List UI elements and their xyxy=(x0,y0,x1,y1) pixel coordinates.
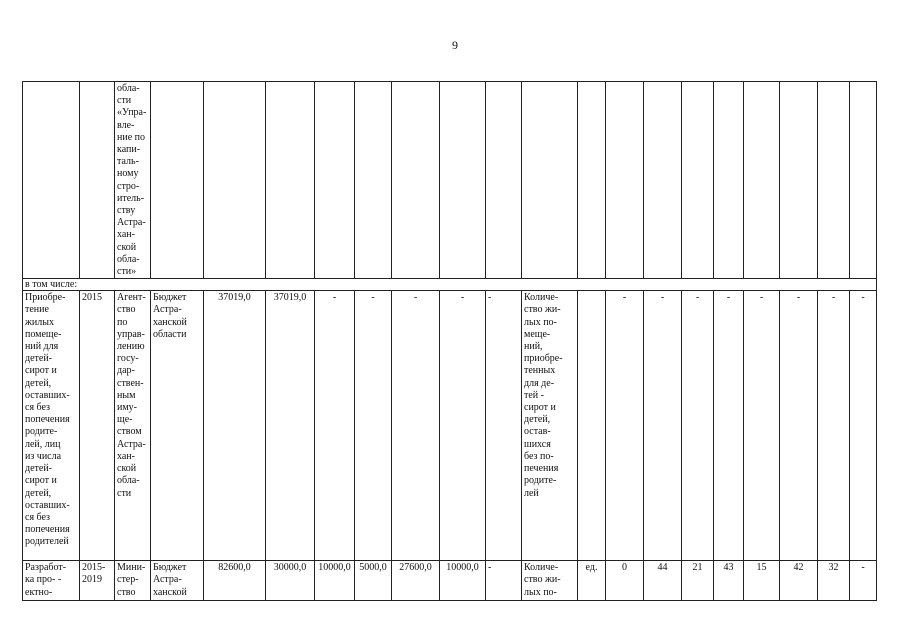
year-2017-cell: - xyxy=(355,291,392,561)
source-cell: Бюджет Астра- ханской области xyxy=(151,291,204,561)
executor-cell: Мини- стер- ство xyxy=(115,561,151,601)
source-cell: Бюджет Астра- ханской xyxy=(151,561,204,601)
value-cell: - xyxy=(818,291,850,561)
value-cell: - xyxy=(644,291,682,561)
executor-cell: обла- сти «Упра- вле- ние по капи- таль- ному стро- итель- ству Астра- хан- ской обла- сти» xyxy=(115,82,151,279)
activity-name: Приобре- тение жилых помеще- ний для детей- сирот и детей, оставших- ся без попечения родите- лей, лиц из числа детей- сирот и детей, оставших- ся без попечения родителей xyxy=(23,291,80,561)
value-cell: - xyxy=(714,291,744,561)
year-2015-cell: 37019,0 xyxy=(266,291,315,561)
table-row xyxy=(23,82,877,279)
year-2018-cell: 27600,0 xyxy=(392,561,440,601)
year-2017-cell: 5000,0 xyxy=(355,561,392,601)
table-row xyxy=(23,561,877,601)
section-row xyxy=(23,279,877,291)
program-table xyxy=(22,81,877,601)
total-cell: 37019,0 xyxy=(204,291,266,561)
activity-name: Разработ- ка про- - ектно- xyxy=(23,561,80,601)
year-2016-cell: - xyxy=(315,291,355,561)
value-cell: - xyxy=(850,291,877,561)
year-2020-cell: - xyxy=(486,291,522,561)
unit-cell: ед. xyxy=(578,561,606,601)
value-cell: 32 xyxy=(818,561,850,601)
indicator-cell: Количе- ство жи- лых по- xyxy=(522,561,578,601)
value-cell: 42 xyxy=(780,561,818,601)
value-cell: 15 xyxy=(744,561,780,601)
year-2020-cell: - xyxy=(486,561,522,601)
value-cell: 21 xyxy=(682,561,714,601)
page-number: 9 xyxy=(452,38,458,52)
section-label: в том числе: xyxy=(23,279,877,291)
value-cell: - xyxy=(780,291,818,561)
table-row xyxy=(23,291,877,561)
value-cell: 43 xyxy=(714,561,744,601)
year-2015-cell: 30000,0 xyxy=(266,561,315,601)
indicator-cell: Количе- ство жи- лых по- меще- ний, приобре- тенных для де- тей - сирот и детей, остав- шихся без по- печения родите- лей xyxy=(522,291,578,561)
unit-cell xyxy=(578,291,606,561)
total-cell: 82600,0 xyxy=(204,561,266,601)
value-cell: - xyxy=(606,291,644,561)
value-cell: - xyxy=(850,561,877,601)
year-2018-cell: - xyxy=(392,291,440,561)
value-cell: - xyxy=(682,291,714,561)
year-2016-cell: 10000,0 xyxy=(315,561,355,601)
period-cell: 2015 xyxy=(80,291,115,561)
period-cell: 2015- 2019 xyxy=(80,561,115,601)
year-2019-cell: 10000,0 xyxy=(440,561,486,601)
value-cell: - xyxy=(744,291,780,561)
value-cell: 0 xyxy=(606,561,644,601)
executor-cell: Агент- ство по управ- лению госу- дар- ствен- ным иму- ще- ством Астра- хан- ской обла- сти xyxy=(115,291,151,561)
value-cell: 44 xyxy=(644,561,682,601)
year-2019-cell: - xyxy=(440,291,486,561)
